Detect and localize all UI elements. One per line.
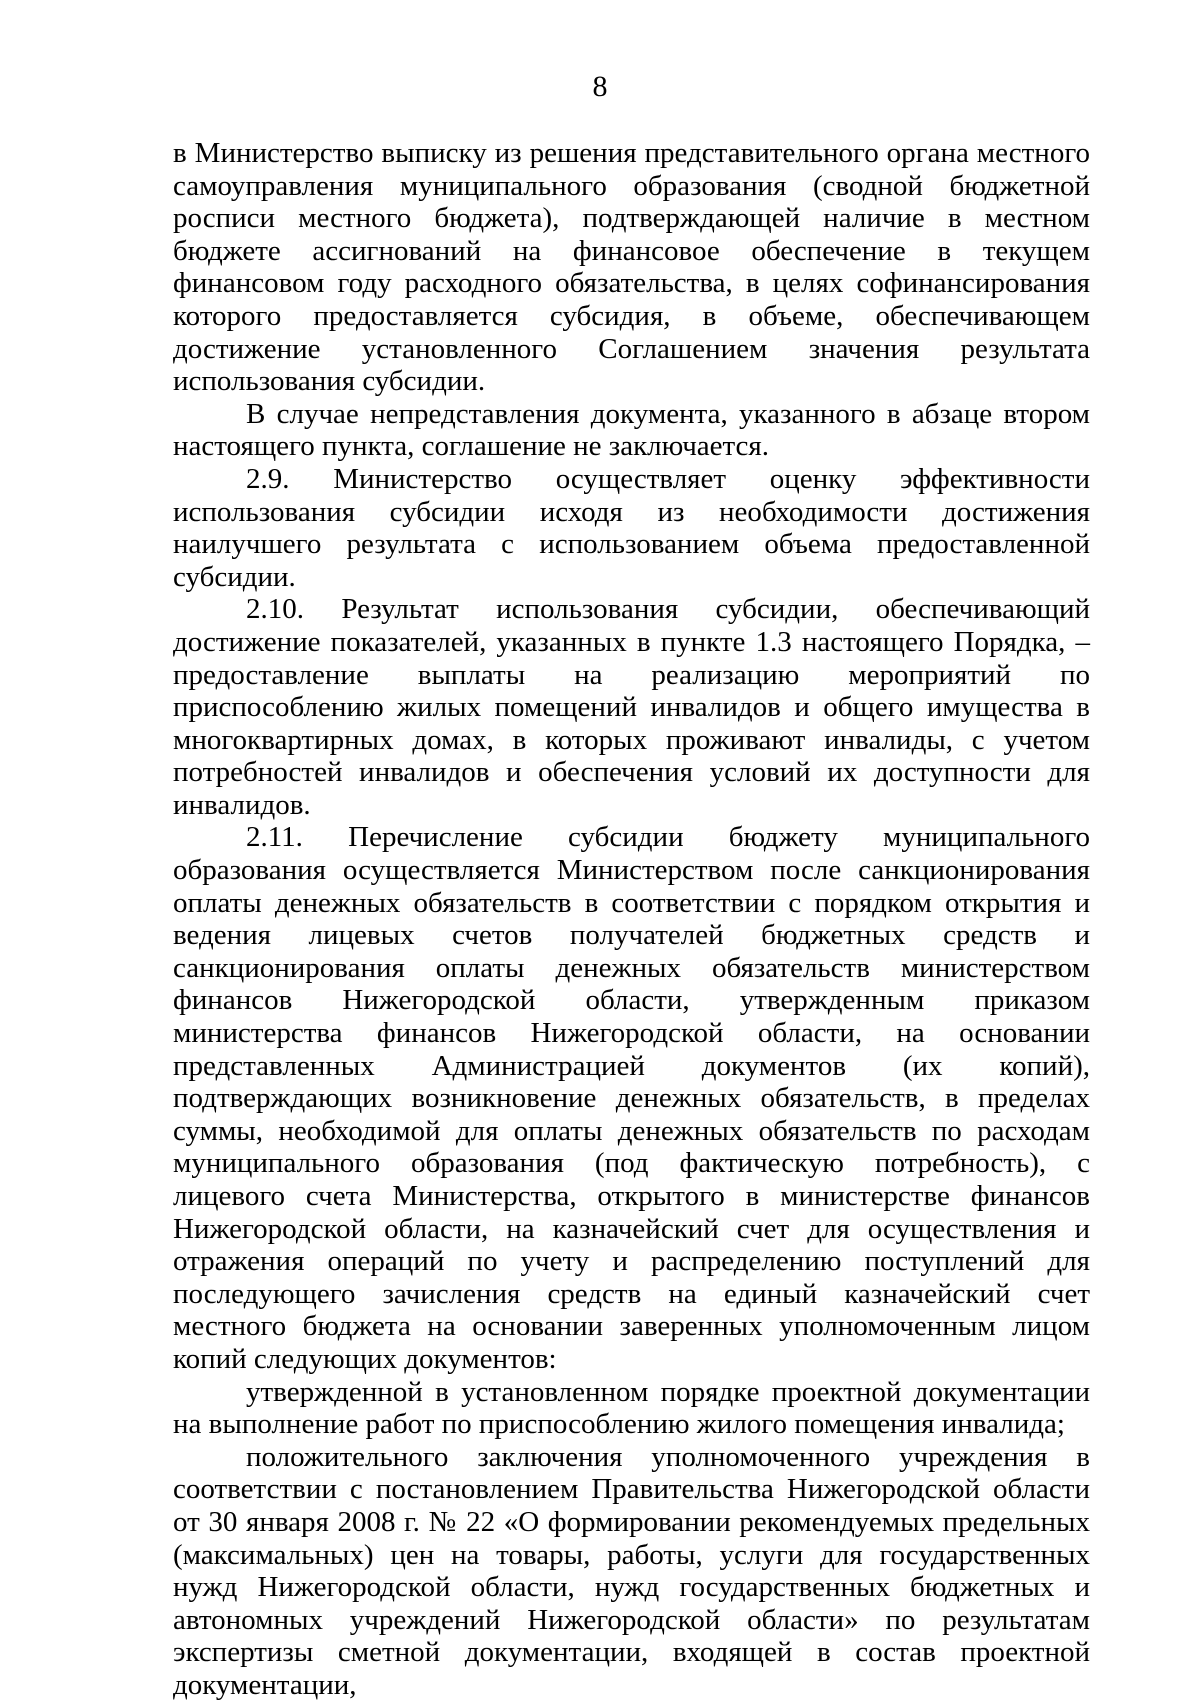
paragraph-ministry-extract: в Министерство выписку из решения представительного органа местного самоуправления муниципального образования (сводной бюджетной росписи местного бюджета), подтверждающей наличие в местном бюджете ассигнований на финансовое обеспечение в текущем финансовом году расходного обязательства, в целях софинансирования которого предоставляется субсидия, в объеме, обеспечивающем достижение установленного Соглашением значения результата использования субсидии. xyxy=(173,137,1090,398)
paragraph-2-11: 2.11. Перечисление субсидии бюджету муниципального образования осуществляется Министерством после санкционирования оплаты денежных обязательств в соответствии с порядком открытия и ведения лицевых счетов получателей бюджетных средств и санкционирования оплаты денежных обязательств министерством финансов Нижегородской области, утвержденным приказом министерства финансов Нижегородской области, на основании представленных Администрацией документов (их копий), подтверждающих возникновение денежных обязательств, в пределах суммы, необходимой для оплаты денежных обязательств по расходам муниципального образования (под фактическую потребность), с лицевого счета Министерства, открытого в министерстве финансов Нижегородской области, на казначейский счет для осуществления и отражения операций по учету и распределению поступлений для последующего зачисления средств на единый казначейский счет местного бюджета на основании заверенных уполномоченным лицом копий следующих документов: xyxy=(173,821,1090,1375)
paragraph-2-10: 2.10. Результат использования субсидии, обеспечивающий достижение показателей, указанных в пункте 1.3 настоящего Порядка, – предоставление выплаты на реализацию мероприятий по приспособлению жилых помещений инвалидов и общего имущества в многоквартирных домах, в которых проживают инвалиды, с учетом потребностей инвалидов и обеспечения условий их доступности для инвалидов. xyxy=(173,593,1090,821)
paragraph-2-9: 2.9. Министерство осуществляет оценку эффективности использования субсидии исходя из необходимости достижения наилучшего результата с использованием объема предоставленной субсидии. xyxy=(173,462,1090,593)
paragraph-positive-conclusion: положительного заключения уполномоченного учреждения в соответствии с постановлением Правительства Нижегородской области от 30 января 2008 г. № 22 «О формировании рекомендуемых предельных (максимальных) цен на товары, работы, услуги для государственных нужд Нижегородской области, нужд государственных бюджетных и автономных учреждений Нижегородской области» по результатам экспертизы сметной документации, входящей в состав проектной документации, xyxy=(173,1440,1090,1701)
paragraph-non-submission: В случае непредставления документа, указанного в абзаце втором настоящего пункта, соглашение не заключается. xyxy=(173,397,1090,463)
page-number: 8 xyxy=(592,70,608,103)
paragraph-project-documentation: утвержденной в установленном порядке проектной документации на выполнение работ по приспособлению жилого помещения инвалида; xyxy=(173,1375,1090,1441)
document-body xyxy=(173,137,1090,1702)
